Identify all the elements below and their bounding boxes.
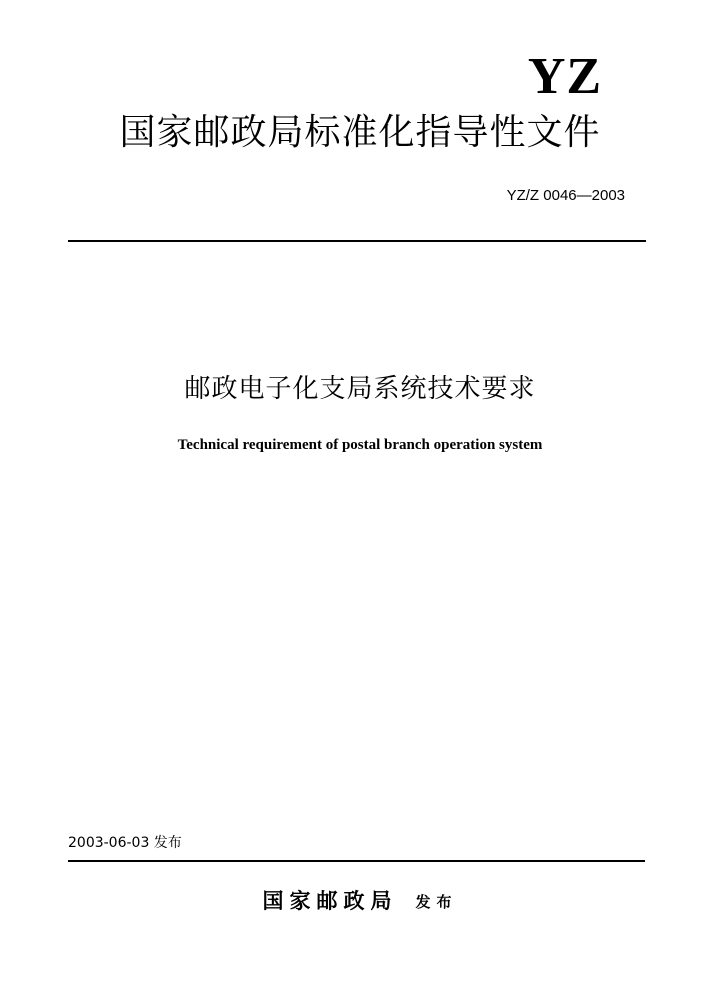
standard-number: YZ/Z 0046—2003 bbox=[506, 187, 625, 204]
issuer-title: 国家邮政局标准化指导性文件 bbox=[119, 112, 601, 153]
publisher-verb: 发布 bbox=[415, 893, 458, 911]
document-title-zh: 邮政电子化支局系统技术要求 bbox=[184, 374, 536, 404]
publisher-name: 国家邮政局 bbox=[262, 888, 398, 913]
top-divider bbox=[68, 240, 646, 242]
bottom-divider bbox=[68, 860, 645, 862]
issue-date: 2003-06-03 发布 bbox=[68, 835, 182, 851]
document-title-en: Technical requirement of postal branch operation system bbox=[177, 437, 543, 453]
yz-logo: YZ bbox=[527, 48, 603, 105]
publisher-line bbox=[60, 886, 660, 918]
